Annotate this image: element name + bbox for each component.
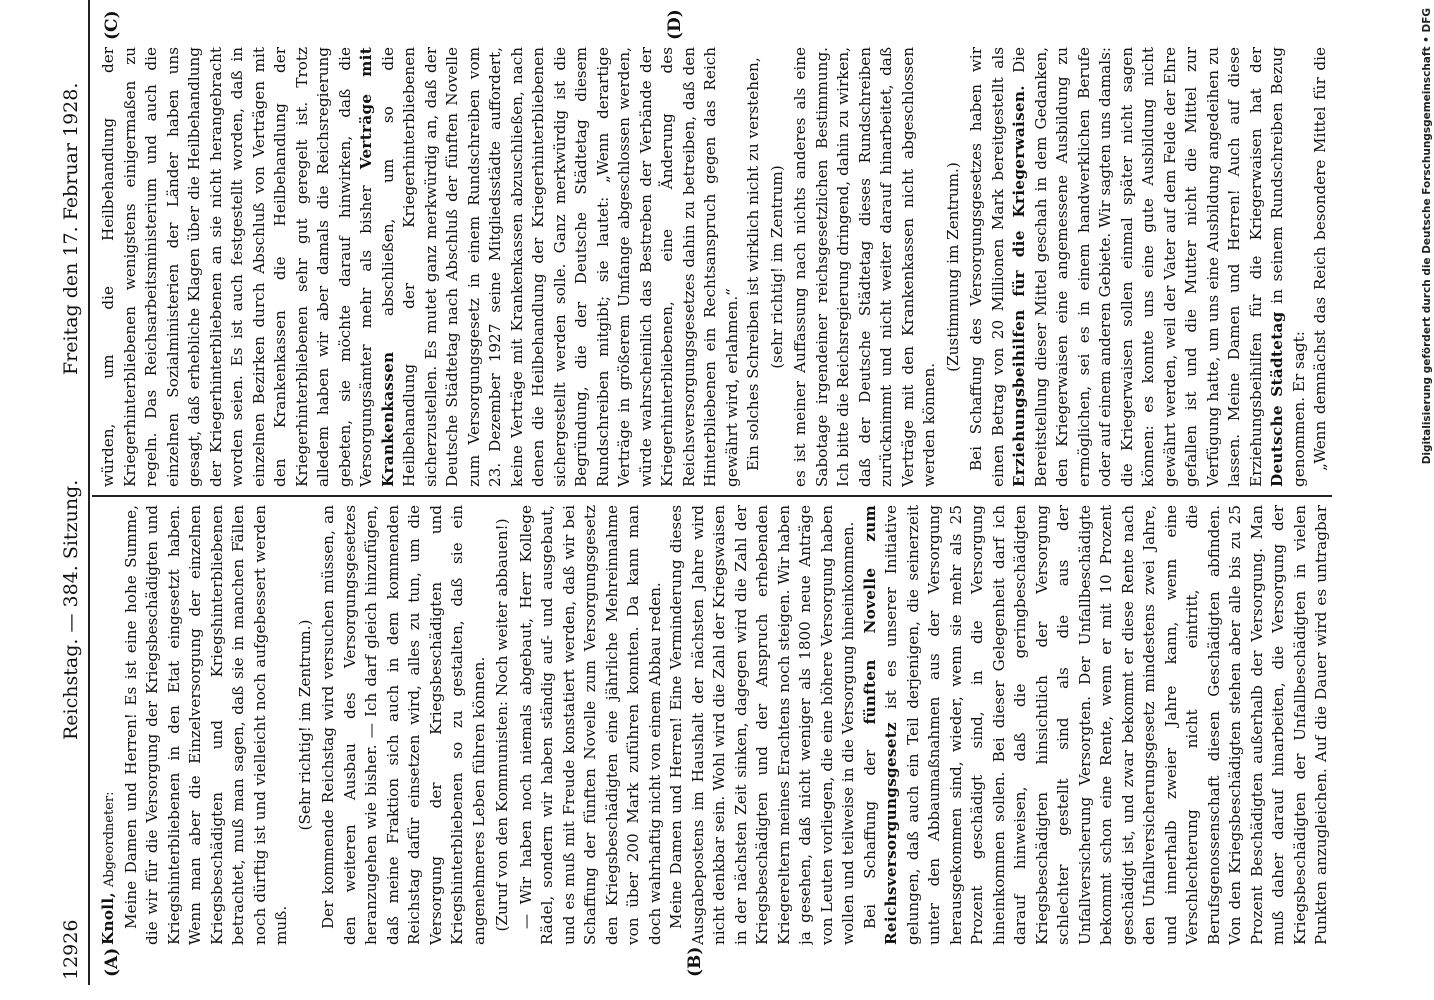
margin-marker-c: (C) bbox=[102, 10, 122, 40]
speaker-role: Abgeordneter: bbox=[102, 791, 117, 888]
margin-marker-a: (A) bbox=[102, 947, 122, 977]
speaker-name: Knoll, bbox=[99, 892, 117, 945]
page-number: 12926 bbox=[60, 919, 82, 980]
right-column bbox=[98, 47, 1333, 487]
interjection: (Sehr richtig! im Zentrum.) bbox=[295, 619, 314, 831]
text-run: Die Bereitstellung dieser Mittel geschah in dem Gedanken, den Kriegerwaisen eine angemessene Ausbildung zu ermöglichen, sei es in einem handwerklichen Berufe oder auf einem anderen Gebiete. Wir sagten uns damals: die Kriegerwaisen sollen einmal später nicht sagen können: es konnte uns eine gute Ausbildung nicht gewährt werden, weil der Vater auf dem Felde der Ehre gefallen ist und die Mutter nicht die Mittel zur Verfügung hatte, um uns eine Ausbildung angedeihen zu lassen. Meine Damen und Herren! Auch auf diese Erziehungsbeihilfen für die Kriegerwaisen hat der bbox=[1010, 47, 1265, 487]
text-run: ist es unserer Initiative gelungen, daß auch ein Teil derjenigen, die seinerzeit unter den Abbaumaßnahmen aus der Versorgung herausgekommen sind, wieder, wenn sie mehr als 25 Prozent geschädigt sind, in die Versorgung hineinkommen sollen. Bei dieser Gelegenheit darf ich darauf hinweisen, daß die geringbeschädigten Kriegsbeschädigten hinsichtlich der Versorgung schlechter gestellt sind als die aus der Unfallversicherung Versorgten. Der Unfallbeschädigte bekommt schon eine Rente, wenn er mit 10 Prozent geschädigt ist, und zwar bekommt er diese Rente nach den Unfallversicherungsgesetz mindestens zwei Jahre, und innerhalb zweier Jahre kann, wenn eine Verschlechterung nicht eintritt, die Berufsgenossenschaft diesen Geschädigten abfinden. Von den Kriegsbeschädigten stehen aber alle bis zu 25 Prozent Beschädigten außerhalb der Versorgung. Man muß daher darauf hinarbeiten, die Versorgung der Kriegsbeschädigten der Unfallbeschädigten in vielen Punkten anzugleichen. Auf die Dauer wird es untragbar bbox=[882, 505, 1330, 945]
speaker-line bbox=[98, 505, 121, 945]
paragraph: — Wir haben noch niemals abgebaut, Herr Kollege Rädel, sondern wir haben ständig auf- und ausgebaut, und es muß mit Freude konstatiert werden, daß wir bei Schaffung der fünften Novelle zum Versorgungsgesetz den Kriegsbeschädigten eine jährliche Mehreinnahme von über 200 Mark zuführen konnten. Da kann man doch wahrhaftig nicht von einem Abbau reden. bbox=[516, 505, 664, 945]
paragraph: Der kommende Reichstag wird versuchen müssen, an den weiteren Ausbau des Versorgungsgesetzes heranzugehen wie bisher. — Ich darf gleich hinzufügen, daß meine Fraktion sich auch in dem kommenden Reichstag dafür einsetzen wird, alles zu tun, um die Versorgung der Kriegsbeschädigten und Kriegshinterbliebenen so zu gestalten, daß sie ein angenehmeres Leben führen können. bbox=[319, 505, 488, 945]
running-head: Reichstag. — 384. Sitzung. bbox=[60, 479, 82, 740]
paragraph: Meine Damen und Herren! Eine Verminderung dieses Ausgabepostens im Haushalt der nächsten Jahre wird nicht denkbar sein. Wohl wird die Zahl der Kriegswaisen in der nächsten Zeit sinken, dagegen wird die Zahl der Kriegsbeschädigten und der Anspruch erhebenden Kriegereltern meines Erachtens noch steigen. Wir haben ja gesehen, daß nicht weniger als 1800 neue Anträge von Leuten vorliegen, die eine höhere Versorgung haben wollen und teilweise in die Versorgung hineinkommen. bbox=[667, 505, 857, 945]
text-run: Bei Schaffung des Versorgungsgesetzes haben wir einen Betrag von 20 Millionen Mark bereitgestellt als bbox=[967, 47, 1007, 487]
paragraph: es ist meiner Auffassung nach nichts anderes als eine Sabotage irgendeiner reichsgesetzlichen Bestimmung. Ich bitte die Reichsregierung dringend, dahin zu wirken, daß der Deutsche Städtetag dieses Rundschreiben zurücknimmt und nicht weiter darauf hinarbeitet, daß Verträge mit den Krankenkassen nicht abgeschlossen werden können. bbox=[791, 47, 938, 487]
emphasis: Verträge mit Krankenkassen bbox=[357, 47, 397, 487]
quotation: „Wenn demnächst das Reich besondere Mittel für die bbox=[1311, 47, 1329, 471]
text-run: abschließen, um so die Heilbehandlung der Kriegerhinterbliebenen sicherzustellen. Es mutet ganz merkwürdig an, daß der Deutsche Städtetag nach Abschluß der fünften Novelle zum Versorgungsgesetz in einem Rundschreiben vom 23. Dezember 1927 seine Mitgliedsstädte auffordert, keine Verträge mit Krankenkassen abzuschließen, nach denen die Heilbehandlung der Kriegerhinterbliebenen sichergestellt werden solle. Ganz merkwürdig ist die Begründung, die der Deutsche Städtetag diesem Rundschreiben mitgibt; sie lautet: „Wenn derartige Verträge in größerem Umfange abgeschlossen werden, würde wahrscheinlich das Bestreben der Verbände der Kriegerhinterbliebenen, eine Änderung des Reichsversorgungsgesetzes dahin zu betreiben, daß den Hinterbliebenen ein Rechtsanspruch gegen das Reich gewährt wird, erlahmen.“ bbox=[378, 47, 741, 487]
paragraph: Meine Damen und Herren! Es ist eine hohe Summe, die wir für die Versorgung der Kriegsbeschädigten und Kriegshinterbliebenen in den Etat eingesetzt haben. Wenn man aber die Einzelversorgung der einzelnen Kriegsbeschädigten und Kriegshinterbliebenen betrachtet, muß man sagen, daß sie in manchen Fällen noch dürftig ist und vielleicht noch aufgebessert werden muß. bbox=[121, 505, 290, 945]
emphasis: Erziehungsbeihilfen für die Kriegerwaisen. bbox=[1010, 85, 1028, 487]
column-divider bbox=[92, 495, 1332, 497]
interjection: (Zuruf von den Kommunisten: Noch weiter abbauen!) bbox=[493, 518, 511, 932]
session-date: Freitag den 17. Februar 1928. bbox=[60, 82, 82, 375]
paragraph bbox=[860, 505, 1334, 945]
emphasis: Deutsche Städtetag bbox=[1268, 311, 1286, 487]
interjection: (Zustimmung im Zentrum.) bbox=[943, 162, 962, 372]
paragraph bbox=[98, 47, 743, 487]
rotated-document-page bbox=[50, 0, 1340, 985]
paragraph bbox=[966, 47, 1310, 487]
text-run: würden, um die Heilbehandlung der Kriegerhinterbliebenen wenigstens einigermaßen zu regeln. Das Reichsarbeitsministerium und auch die einzelnen Sozialministerien der Länder haben uns gesagt, daß erhebliche Klagen über die Heilbehandlung der Kriegerhinterbliebenen an sie nicht herangebracht worden seien. Es ist auch festgestellt worden, daß in einzelnen Bezirken durch Abschluß von Verträgen mit den Krankenkassen die Heilbehandlung der Kriegerhinterbliebenen sehr gut geregelt ist. Trotz alledem haben wir aber damals die Reichsregierung gebeten, sie möchte darauf hinwirken, daß die Versorgungsämter mehr als bisher bbox=[99, 47, 375, 487]
page-header bbox=[50, 30, 90, 985]
text-run: in seinem Rundschreiben Bezug genommen. Er sagt: bbox=[1268, 47, 1308, 487]
margin-marker-d: (D) bbox=[665, 9, 685, 40]
text-run: Bei Schaffung der bbox=[860, 749, 879, 929]
left-column bbox=[98, 505, 1333, 945]
digitization-credit bbox=[1416, 8, 1434, 992]
paragraph: Ein solches Schreiben ist wirklich nicht zu verstehen, bbox=[744, 57, 762, 471]
emphasis: fünften Novelle zum Reichsversorgungsgesetz bbox=[860, 505, 900, 945]
margin-marker-b: (B) bbox=[685, 946, 705, 977]
interjection: (sehr richtig! im Zentrum) bbox=[767, 165, 786, 369]
digitization-credit-text: Digitalisierung gefördert durch die Deutsche Forschungsgemeinschaft • DFG bbox=[1421, 8, 1433, 465]
header-rule bbox=[88, 0, 90, 985]
